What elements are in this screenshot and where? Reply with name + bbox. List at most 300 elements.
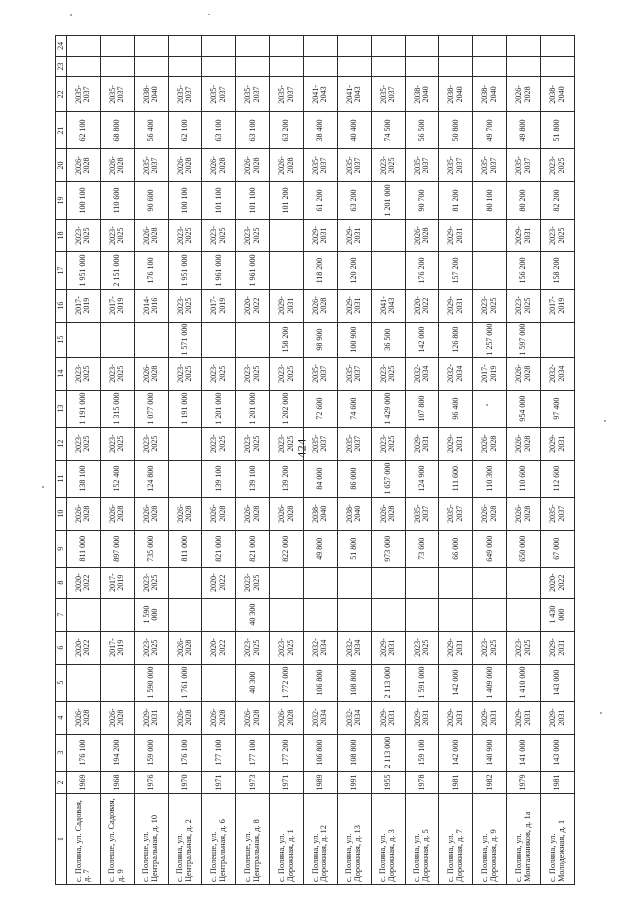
table-cell: 138 100 [67, 460, 101, 497]
repair-schedule-table [55, 35, 575, 885]
table-cell [202, 598, 236, 631]
table-cell: 2035-2037 [304, 357, 338, 390]
table-cell: 118 200 [304, 252, 338, 289]
table-cell: 142 000 [439, 734, 473, 771]
table-cell: 735 000 [134, 530, 168, 567]
table-cell [202, 322, 236, 357]
table-cell: 2023-2025 [168, 219, 202, 252]
table-cell: 1981 [439, 771, 473, 794]
column-header: 23 [56, 56, 67, 77]
address-cell: с. Поляна, ул. Дорожная, д. 12 [304, 794, 338, 885]
table-cell: 2029-2031 [439, 701, 473, 734]
table-cell: 2017-2019 [100, 631, 134, 664]
table-cell [304, 567, 338, 598]
column-header: 10 [56, 497, 67, 530]
table-cell: 2020-2022 [202, 567, 236, 598]
table-cell: 63 200 [270, 112, 304, 149]
table-cell: 2026-2028 [270, 149, 304, 182]
table-cell: 2023-2025 [371, 357, 405, 390]
table-cell: 2029-2031 [337, 289, 371, 322]
table-cell: 139 200 [270, 460, 304, 497]
table-cell [337, 567, 371, 598]
table-cell: 63 100 [202, 112, 236, 149]
table-cell: 68 800 [100, 112, 134, 149]
column-header: 9 [56, 530, 67, 567]
table-cell: 2023-2025 [541, 149, 575, 182]
table-cell: 2029-2031 [439, 289, 473, 322]
table-cell [202, 56, 236, 77]
table-cell: 2026-2028 [473, 497, 507, 530]
table-cell: 2026-2028 [168, 701, 202, 734]
table-cell: 2017-2019 [202, 289, 236, 322]
table-cell: 2026-2028 [67, 497, 101, 530]
address-cell: с. Поляна, ул. Дорожная, д. 13 [337, 794, 371, 885]
table-cell: 2026-2028 [168, 631, 202, 664]
table-cell [168, 427, 202, 460]
table-cell: 2023-2025 [168, 289, 202, 322]
table-cell [405, 598, 439, 631]
table-cell [67, 598, 101, 631]
table-cell: 106 800 [304, 734, 338, 771]
table-cell [236, 322, 270, 357]
table-cell: 110 600 [100, 182, 134, 219]
table-cell [270, 219, 304, 252]
table-cell: 1981 [541, 771, 575, 794]
address-cell: с. Поляна, ул. Дорожная, д. 1 [270, 794, 304, 885]
table-cell: 2023-2025 [100, 427, 134, 460]
table-row [473, 36, 507, 885]
table-cell: 2035-2037 [202, 77, 236, 112]
table-cell [100, 56, 134, 77]
table-cell [439, 598, 473, 631]
table-cell: 2023-2025 [67, 427, 101, 460]
table-cell: 110 300 [473, 460, 507, 497]
address-cell: с. Полеше, ул. Садовая, д. 9 [100, 794, 134, 885]
table-cell: 2026-2028 [100, 497, 134, 530]
table-cell: 36 500 [371, 322, 405, 357]
table-cell: 2017-2019 [541, 289, 575, 322]
scan-speck [70, 14, 72, 16]
table-cell: 140 900 [473, 734, 507, 771]
table-cell: 51 800 [541, 112, 575, 149]
table-cell: 73 600 [405, 530, 439, 567]
column-header: 6 [56, 631, 67, 664]
table-cell: 2023-2025 [371, 149, 405, 182]
table-cell: 2026-2028 [236, 497, 270, 530]
table-cell: 2023-2025 [134, 567, 168, 598]
table-cell: 1970 [168, 771, 202, 794]
table-cell: 90 600 [134, 182, 168, 219]
table-cell: 2023-2025 [100, 357, 134, 390]
table-cell: 2029-2031 [405, 701, 439, 734]
table-cell: 2023-2025 [405, 631, 439, 664]
table-cell: 2017-2019 [473, 357, 507, 390]
table-cell: 1976 [134, 771, 168, 794]
table-cell [270, 36, 304, 57]
table-cell: 2029-2031 [507, 219, 541, 252]
table-cell [270, 567, 304, 598]
table-cell [439, 36, 473, 57]
table-cell [473, 219, 507, 252]
table-cell: 81 200 [439, 182, 473, 219]
table-cell [134, 322, 168, 357]
table-cell: 2032-2034 [304, 631, 338, 664]
address-cell: с. Поляна, ул. Дорожная, д. 9 [473, 794, 507, 885]
column-header: 14 [56, 357, 67, 390]
table-cell [168, 460, 202, 497]
table-cell [405, 567, 439, 598]
column-header: 18 [56, 219, 67, 252]
table-cell: 67 000 [541, 530, 575, 567]
table-cell: 84 000 [304, 460, 338, 497]
table-cell: 143 000 [541, 664, 575, 701]
table-cell: 2035-2037 [371, 77, 405, 112]
table-cell: 1 657 000 [371, 460, 405, 497]
table-cell [473, 598, 507, 631]
column-header: 20 [56, 149, 67, 182]
table-cell: 1971 [270, 771, 304, 794]
table-cell: 82 200 [541, 182, 575, 219]
table-cell: 1991 [337, 771, 371, 794]
table-cell [371, 598, 405, 631]
table-cell: 2026-2028 [202, 497, 236, 530]
table-cell [202, 36, 236, 57]
table-cell: 1982 [473, 771, 507, 794]
table-cell: 2038-2040 [134, 77, 168, 112]
table-cell: 2035-2037 [100, 77, 134, 112]
table-cell: 74 600 [337, 390, 371, 427]
table-cell: 2020-2022 [202, 631, 236, 664]
table-cell: 2032-2034 [541, 357, 575, 390]
table-cell: 2023-2025 [202, 219, 236, 252]
table-cell: 1 571 000 [168, 322, 202, 357]
table-cell: 1 597 000 [507, 322, 541, 357]
table-cell: 2023-2025 [236, 631, 270, 664]
table-cell: 108 800 [337, 664, 371, 701]
table-cell: 2035-2037 [168, 77, 202, 112]
table-cell: 1 257 000 [473, 322, 507, 357]
address-cell: с. Поляна, ул. Дорожная, д. 7 [439, 794, 473, 885]
table-cell: 2023-2025 [202, 357, 236, 390]
table-cell [100, 322, 134, 357]
table-cell: 2032-2034 [439, 357, 473, 390]
table-cell: 2029-2031 [371, 701, 405, 734]
table-cell [541, 322, 575, 357]
table-row [439, 36, 473, 885]
table-cell: 1 077 000 [134, 390, 168, 427]
table-cell: 2035-2037 [304, 149, 338, 182]
table-cell: 2026-2028 [270, 497, 304, 530]
table-cell: 2035-2037 [473, 149, 507, 182]
table-cell: 2026-2028 [67, 701, 101, 734]
table-cell: 2026-2028 [405, 219, 439, 252]
table-cell [236, 36, 270, 57]
table-cell: 2026-2028 [168, 149, 202, 182]
table-cell: 2026-2028 [134, 497, 168, 530]
table-row [202, 36, 236, 885]
table-cell: 2023-2025 [67, 357, 101, 390]
table-cell: 159 100 [405, 734, 439, 771]
table-cell: 2026-2028 [270, 701, 304, 734]
table-cell: 2029-2031 [541, 631, 575, 664]
table-row [270, 36, 304, 885]
table-cell: 2038-2040 [405, 77, 439, 112]
table-cell [134, 56, 168, 77]
table-cell [270, 56, 304, 77]
table-cell: 2029-2031 [405, 427, 439, 460]
column-header: 12 [56, 427, 67, 460]
scan-speck [486, 404, 488, 406]
table-cell: 897 000 [100, 530, 134, 567]
table-cell [439, 56, 473, 77]
table-cell: 2020-2022 [67, 631, 101, 664]
column-header: 15 [56, 322, 67, 357]
table-cell [67, 36, 101, 57]
table-cell: 2029-2031 [439, 427, 473, 460]
column-header: 11 [56, 460, 67, 497]
table-cell [337, 36, 371, 57]
table-cell: 143 000 [541, 734, 575, 771]
table-cell [236, 56, 270, 77]
table-cell: 2020-2022 [405, 289, 439, 322]
table-cell: 51 800 [337, 530, 371, 567]
table-cell: 1 202 000 [270, 390, 304, 427]
table-cell: 176 100 [134, 252, 168, 289]
table-cell: 176 100 [168, 734, 202, 771]
table-cell: 2026-2028 [100, 701, 134, 734]
scan-speck [600, 712, 602, 714]
table-cell [270, 598, 304, 631]
table-cell: 2029-2031 [134, 701, 168, 734]
column-header: 4 [56, 701, 67, 734]
table-cell: 2029-2031 [507, 701, 541, 734]
table-cell: 1 191 000 [168, 390, 202, 427]
table-cell: 1 761 000 [168, 664, 202, 701]
table-cell: 2 151 000 [100, 252, 134, 289]
table-row [337, 36, 371, 885]
table-cell [371, 252, 405, 289]
table-cell: 126 800 [439, 322, 473, 357]
table-cell: 49 800 [304, 530, 338, 567]
table-cell [168, 56, 202, 77]
table-cell: 2029-2031 [304, 219, 338, 252]
table-cell: 973 000 [371, 530, 405, 567]
table-cell: 2020-2022 [236, 289, 270, 322]
table-cell: 156 200 [507, 252, 541, 289]
table-cell: 2032-2034 [337, 631, 371, 664]
table-cell: 63 100 [236, 112, 270, 149]
table-row [507, 36, 541, 885]
table-cell: 194 200 [100, 734, 134, 771]
column-header: 8 [56, 567, 67, 598]
table-cell: 120 200 [337, 252, 371, 289]
table-cell: 2017-2019 [100, 289, 134, 322]
table-cell: 2035-2037 [304, 427, 338, 460]
table-cell: 112 600 [541, 460, 575, 497]
table-cell: 1 429 000 [371, 390, 405, 427]
table-cell: 1 315 000 [100, 390, 134, 427]
table-cell [473, 252, 507, 289]
table-cell: 63 200 [337, 182, 371, 219]
table-row [168, 36, 202, 885]
column-header: 16 [56, 289, 67, 322]
table-cell: 2041-2043 [337, 77, 371, 112]
table-cell: 141 000 [507, 734, 541, 771]
table-cell: 101 100 [202, 182, 236, 219]
table-cell: 142 000 [439, 664, 473, 701]
table-cell: 124 800 [134, 460, 168, 497]
address-cell: с. Полеше, ул. Центральная, д. 10 [134, 794, 168, 885]
address-cell: с. Полеше, ул. Центральная, д. 6 [202, 794, 236, 885]
table-cell: 96 400 [439, 390, 473, 427]
table-row [405, 36, 439, 885]
table-cell: 2023-2025 [541, 219, 575, 252]
table-cell [67, 664, 101, 701]
table-cell: 2026-2028 [507, 77, 541, 112]
table-cell: 2023-2025 [236, 567, 270, 598]
table-cell: 1968 [100, 771, 134, 794]
table-cell: 2032-2034 [405, 357, 439, 390]
table-cell: 38 400 [304, 112, 338, 149]
table-cell: 1 951 000 [168, 252, 202, 289]
table-cell: 649 000 [473, 530, 507, 567]
table-cell: 2017-2019 [100, 567, 134, 598]
table-cell: 2023-2025 [236, 357, 270, 390]
table-cell [337, 56, 371, 77]
table-cell: 2038-2040 [337, 497, 371, 530]
table-cell: 1979 [507, 771, 541, 794]
column-header: 2 [56, 771, 67, 794]
table-cell: 124 900 [405, 460, 439, 497]
table-cell [473, 56, 507, 77]
table-body [67, 36, 575, 885]
table-cell: 2026-2028 [168, 497, 202, 530]
table-cell [304, 36, 338, 57]
table-row [134, 36, 168, 885]
table-cell: 2035-2037 [507, 149, 541, 182]
table-cell: 90 700 [405, 182, 439, 219]
table-cell: 100 100 [67, 182, 101, 219]
address-cell: с. Поляна, ул. Садовая, д. 7 [67, 794, 101, 885]
table-cell: 56 400 [134, 112, 168, 149]
table-cell [507, 56, 541, 77]
table-cell [405, 36, 439, 57]
table-cell: 2026-2028 [473, 427, 507, 460]
table-cell: 2038-2040 [541, 77, 575, 112]
table-cell: 1 410 000 [507, 664, 541, 701]
table-cell: 2023-2025 [134, 427, 168, 460]
table-cell: 80 200 [507, 182, 541, 219]
table-cell: 1969 [67, 771, 101, 794]
table-cell [134, 36, 168, 57]
table-cell: 98 900 [304, 322, 338, 357]
table-cell: 821 000 [202, 530, 236, 567]
table-cell: 61 200 [304, 182, 338, 219]
table-cell: 158 200 [270, 322, 304, 357]
table-cell: 1 772 000 [270, 664, 304, 701]
address-cell: с. Полеше, ул. Центральная, д. 8 [236, 794, 270, 885]
table-cell: 2023-2025 [473, 289, 507, 322]
table-cell: 2029-2031 [337, 219, 371, 252]
table-cell: 40 300 [236, 598, 270, 631]
table-cell: 152 400 [100, 460, 134, 497]
table-cell: 2035-2037 [337, 149, 371, 182]
address-cell: с. Поляна, ул. Дорожная, д. 3 [371, 794, 405, 885]
table-cell: 176 100 [67, 734, 101, 771]
table-cell: 40 400 [337, 112, 371, 149]
table-cell [541, 56, 575, 77]
table-cell: 2026-2028 [507, 497, 541, 530]
table-cell [473, 567, 507, 598]
table-cell: 1 961 000 [236, 252, 270, 289]
table-cell: 650 000 [507, 530, 541, 567]
table-cell: 86 000 [337, 460, 371, 497]
table-cell: 2020-2022 [541, 567, 575, 598]
table-cell: 2029-2031 [541, 701, 575, 734]
table-cell [507, 36, 541, 57]
table-cell: 811 000 [168, 530, 202, 567]
table-cell: 2035-2037 [541, 497, 575, 530]
table-cell: 80 100 [473, 182, 507, 219]
column-header: 5 [56, 664, 67, 701]
table-cell: 2026-2028 [304, 289, 338, 322]
table-cell [270, 252, 304, 289]
table-cell: 2026-2028 [236, 701, 270, 734]
table-cell: 821 000 [236, 530, 270, 567]
table-cell: 177 100 [236, 734, 270, 771]
table-cell: 100 900 [337, 322, 371, 357]
table-cell: 1 591 000 [405, 664, 439, 701]
table-cell: 2038-2040 [304, 497, 338, 530]
table-cell: 2026-2028 [134, 357, 168, 390]
table-cell [405, 56, 439, 77]
table-cell: 56 500 [405, 112, 439, 149]
table-cell: 2023-2025 [67, 219, 101, 252]
table-cell: 2026-2028 [67, 149, 101, 182]
table-row [67, 36, 101, 885]
table-cell: 2 113 000 [371, 664, 405, 701]
table-cell: 1 201 000 [371, 182, 405, 219]
table-cell: 2035-2037 [270, 77, 304, 112]
table-cell [168, 598, 202, 631]
table-cell: 142 000 [405, 322, 439, 357]
table-cell: 101 200 [270, 182, 304, 219]
table-cell: 2035-2037 [439, 497, 473, 530]
table-cell: 2035-2037 [236, 77, 270, 112]
table-cell [371, 219, 405, 252]
table-cell [67, 322, 101, 357]
table-cell: 2026-2028 [507, 357, 541, 390]
table-cell: 2038-2040 [439, 77, 473, 112]
table-cell: 2023-2025 [507, 289, 541, 322]
table-cell: 2026-2028 [507, 427, 541, 460]
table-cell [473, 390, 507, 427]
table-cell: 106 800 [304, 664, 338, 701]
table-cell: 2026-2028 [236, 149, 270, 182]
table-cell: 2032-2034 [304, 701, 338, 734]
column-header: 17 [56, 252, 67, 289]
table-cell: 49 800 [507, 112, 541, 149]
table-cell: 2035-2037 [439, 149, 473, 182]
table-cell [304, 598, 338, 631]
table-cell: 101 100 [236, 182, 270, 219]
table-cell: 2026-2028 [202, 701, 236, 734]
table-cell: 2 113 000 [371, 734, 405, 771]
table-cell: 2023-2025 [202, 427, 236, 460]
table-row [236, 36, 270, 885]
column-header: 7 [56, 598, 67, 631]
table-cell: 2023-2025 [270, 631, 304, 664]
